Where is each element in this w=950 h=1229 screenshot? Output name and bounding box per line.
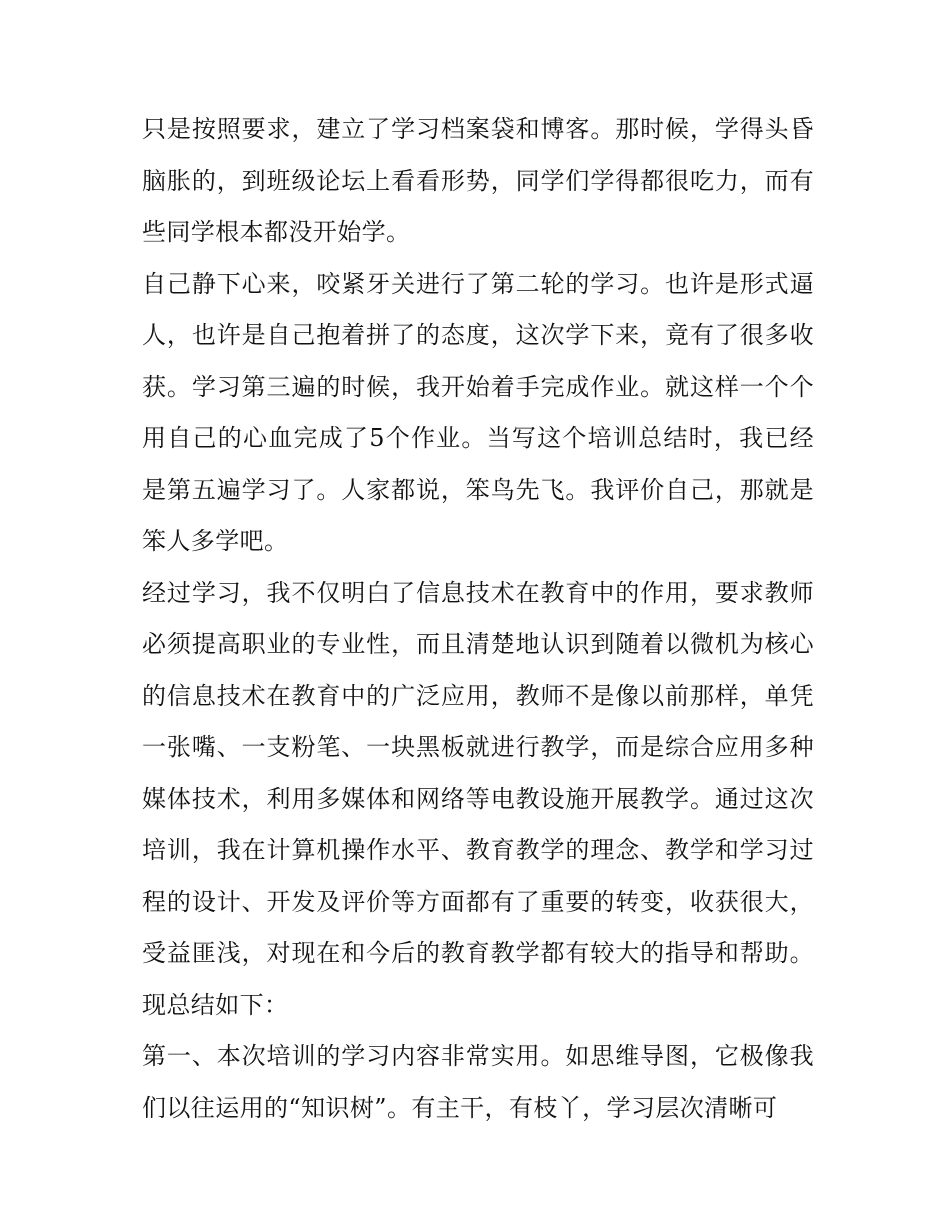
paragraph-1: 只是按照要求，建立了学习档案袋和博客。那时候，学得头昏脑胀的，到班级论坛上看看形势，同学们学得都很吃力，而有些同学根本都没开始学。	[142, 115, 814, 246]
document-body	[142, 104, 814, 1134]
paragraph-4: 第一、本次培训的学习内容非常实用。如思维导图，它极像我们以往运用的“知识树”。有主干，有枝丫，学习层次清晰可	[142, 1042, 814, 1122]
paragraph-2: 自己静下心来，咬紧牙关进行了第二轮的学习。也许是形式逼人，也许是自己抱着拼了的态度，这次学下来，竟有了很多收获。学习第三遍的时候，我开始着手完成作业。就这样一个个用自己的心血完成了5个作业。当写这个培训总结时，我已经是第五遍学习了。人家都说，笨鸟先飞。我评价自己，那就是笨人多学吧。	[142, 269, 814, 555]
paragraph-3: 经过学习，我不仅明白了信息技术在教育中的作用，要求教师必须提高职业的专业性，而且清楚地认识到随着以微机为核心的信息技术在教育中的广泛应用，教师不是像以前那样，单凭一张嘴、一支粉笔、一块黑板就进行教学，而是综合应用多种媒体技术，利用多媒体和网络等电教设施开展教学。通过这次培训，我在计算机操作水平、教育教学的理念、教学和学习过程的设计、开发及评价等方面都有了重要的转变，收获很大，受益匪浅，对现在和今后的教育教学都有较大的指导和帮助。现总结如下：	[142, 578, 814, 1019]
